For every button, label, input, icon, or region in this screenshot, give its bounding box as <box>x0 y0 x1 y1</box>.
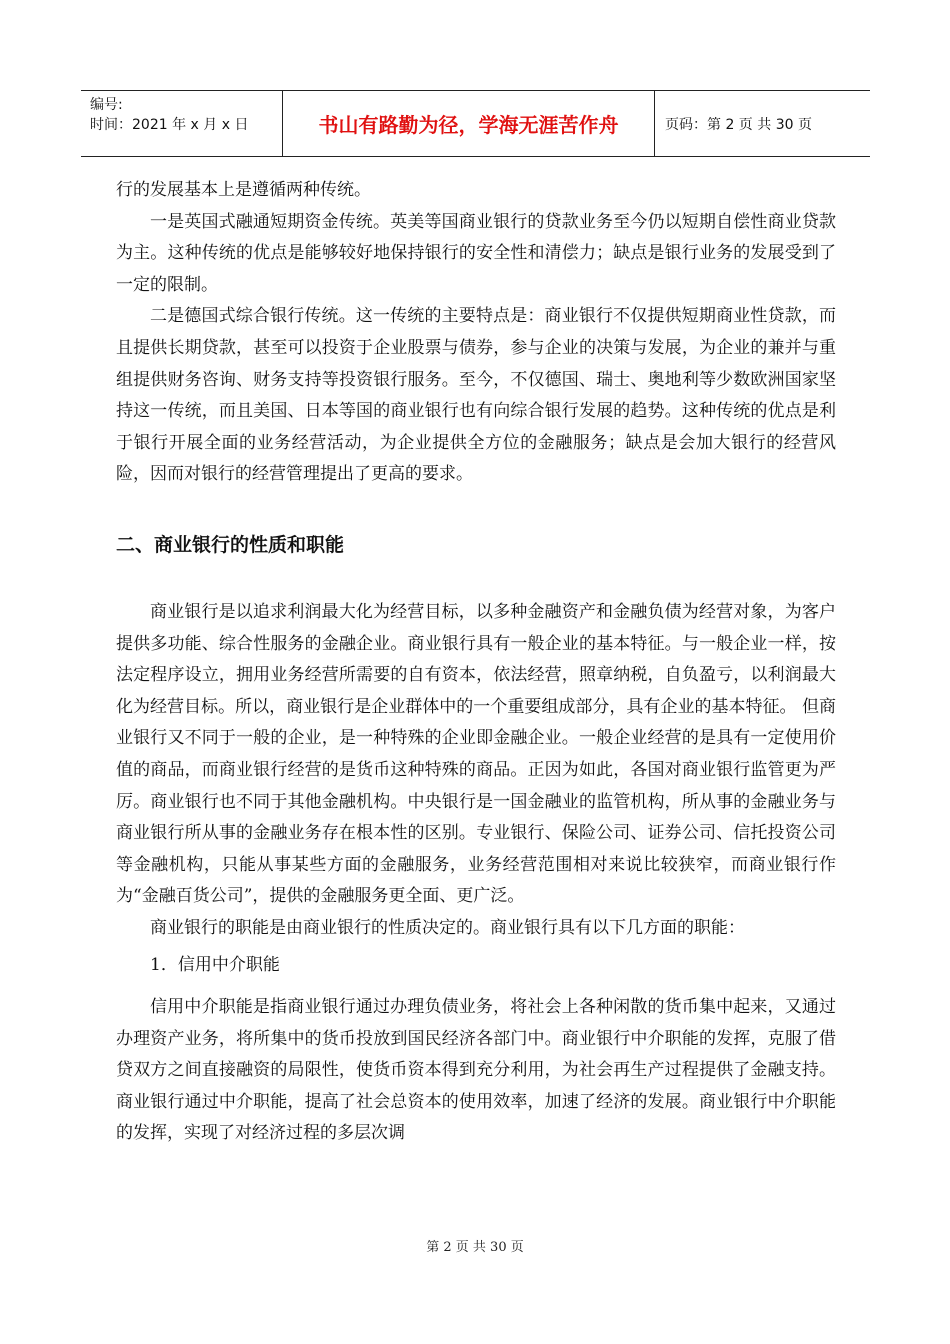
page-footer: 第 2 页 共 30 页 <box>426 1240 524 1255</box>
header-meta-cell <box>81 91 282 156</box>
header-motto: 书山有路勤为径，学海无涯苦作舟 <box>318 113 619 137</box>
document-header <box>81 90 870 157</box>
header-motto-cell <box>282 91 655 156</box>
document-date: 时间：2021 年 x 月 x 日 <box>90 117 249 133</box>
section-heading: 二、商业银行的性质和职能 <box>116 533 345 556</box>
paragraph: 二是德国式综合银行传统。这一传统的主要特点是：商业银行不仅提供短期商业性贷款，而且提供长期贷款，甚至可以投资于企业股票与债券，参与企业的决策与发展，为企业的兼并与重组提供财务咨询、财务支持等投资银行服务。至今，不仅德国、瑞士、奥地利等少数欧洲国家坚持这一传统，而且美国、日本等国的商业银行也有向综合银行发展的趋势。这种传统的优点是利于银行开展全面的业务经营活动，为企业提供全方位的金融服务；缺点是会加大银行的经营风险，因而对银行的经营管理提出了更高的要求。 <box>116 306 836 485</box>
paragraph: 行的发展基本上是遵循两种传统。 <box>116 180 371 200</box>
paragraph: 信用中介职能是指商业银行通过办理负债业务，将社会上各种闲散的货币集中起来，又通过办理资产业务，将所集中的货币投放到国民经济各部门中。商业银行中介职能的发挥，克服了借贷双方之间直接融资的局限性，使货币资本得到充分利用，为社会再生产过程提供了金融支持。商业银行通过中介职能，提高了社会总资本的使用效率，加速了经济的发展。商业银行中介职能的发挥，实现了对经济过程的多层次调 <box>116 997 836 1144</box>
paragraph: 商业银行是以追求利润最大化为经营目标，以多种金融资产和金融负债为经营对象，为客户提供多功能、综合性服务的金融企业。商业银行具有一般企业的基本特征。与一般企业一样，按法定程序设立，拥用业务经营所需要的自有资本，依法经营，照章纳税，自负盈亏，以利润最大化为经营目标。所以，商业银行是企业群体中的一个重要组成部分，具有企业的基本特征。 但商业银行又不同于一般的企业，是一种特殊的企业即金融企业。一般企业经营的是具有一定使用价值的商品，而商业银行经营的是货币这种特殊的商品。正因为如此，各国对商业银行监管更为严厉。商业银行也不同于其他金融机构。中央银行是一国金融业的监管机构，所从事的金融业务与商业银行所从事的金融业务存在根本性的区别。专业银行、保险公司、证券公司、信托投资公司等金融机构，只能从事某些方面的金融服务，业务经营范围相对来说比较狭窄，而商业银行作为“金融百货公司”，提供的金融服务更全面、更广泛。 <box>116 601 836 907</box>
header-page-cell <box>655 91 870 156</box>
header-page-info: 页码：第 2 页 共 30 页 <box>665 116 812 133</box>
subsection-heading: 1．信用中介职能 <box>150 955 280 976</box>
document-body <box>116 175 836 1150</box>
paragraph: 一是英国式融通短期资金传统。英美等国商业银行的贷款业务至今仍以短期自偿性商业贷款为主。这种传统的优点是能够较好地保持银行的安全性和清偿力；缺点是银行业务的发展受到了一定的限制。 <box>116 211 836 295</box>
document-number-label: 编号: <box>90 97 123 113</box>
paragraph: 商业银行的职能是由商业银行的性质决定的。商业银行具有以下几方面的职能： <box>150 917 745 938</box>
